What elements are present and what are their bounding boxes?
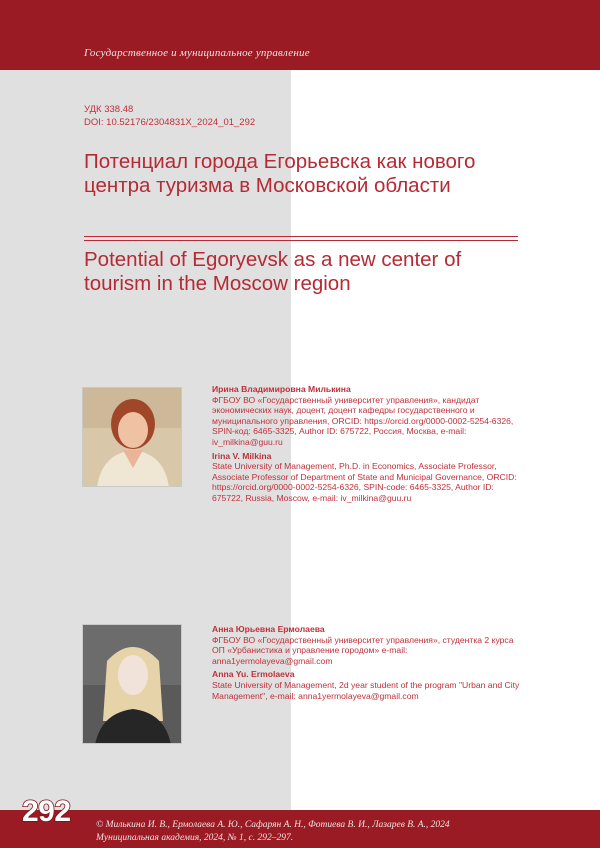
udk-code: УДК 338.48 xyxy=(84,104,134,115)
author-name-en: Irina V. Milkina xyxy=(212,450,272,461)
author-name-ru: Ирина Владимировна Милькина xyxy=(212,384,351,394)
author-name-ru: Анна Юрьевна Ермолаева xyxy=(212,624,325,634)
author-block-ermolaeva xyxy=(212,624,522,701)
doi-link[interactable]: DOI: 10.52176/2304831X_2024_01_292 xyxy=(84,117,256,128)
journal-citation: Муниципальная академия, 2024, № 1, с. 292–297. xyxy=(96,833,294,843)
author-name-en: Anna Yu. Ermolaeva xyxy=(212,669,295,680)
author-photo-milkina xyxy=(82,387,182,487)
author-block-milkina xyxy=(212,384,522,504)
author-affiliation-en: State University of Management, 2d year student of the program "Urban and City Management", e-mail: anna1yermolayeva@gmail.com xyxy=(212,679,520,701)
article-title-ru: Потенциал города Егорьевска как нового центра туризма в Московской области xyxy=(84,150,476,197)
author-affiliation-en: State University of Management, Ph.D. in Economics, Associate Professor, Associate Professor of Department of State and Municipal Governance, ORCID: https://orcid.org/0000-0002-5254-6326, SPIN-code: 6465-3325, Author ID: 675722, Russia, Moscow, e-mail: iv_milkina@guu.ru xyxy=(212,461,517,503)
page-number: 292 xyxy=(22,795,71,828)
author-photo-ermolaeva xyxy=(82,624,182,744)
title-divider-bottom xyxy=(84,240,518,241)
author-affiliation-ru: ФГБОУ ВО «Государственный университет управления», кандидат экономических наук, доцент, доцент кафедры государственного и муниципального управления, ORCID: https://orcid.org/0000-0002-5254-6326, SPIN-код: 6465-3325, Author ID: 675722, Россия, Москва, e-mail: iv_milkina@guu.ru xyxy=(212,394,514,447)
copyright-line: © Милькина И. В., Ермолаева А. Ю., Сафарян А. Н., Фотиева В. И., Лазарев В. А., 2024 xyxy=(96,820,450,830)
section-label: Государственное и муниципальное управление xyxy=(84,47,310,59)
article-title-en: Potential of Egoryevsk as a new center of tourism in the Moscow region xyxy=(84,248,462,295)
author-affiliation-ru: ФГБОУ ВО «Государственный университет управления», студентка 2 курса ОП «Урбанистика и управление городом» e-mail: anna1yermolayeva@gmail.com xyxy=(212,634,514,666)
header-band xyxy=(0,0,600,70)
title-divider-top xyxy=(84,236,518,237)
